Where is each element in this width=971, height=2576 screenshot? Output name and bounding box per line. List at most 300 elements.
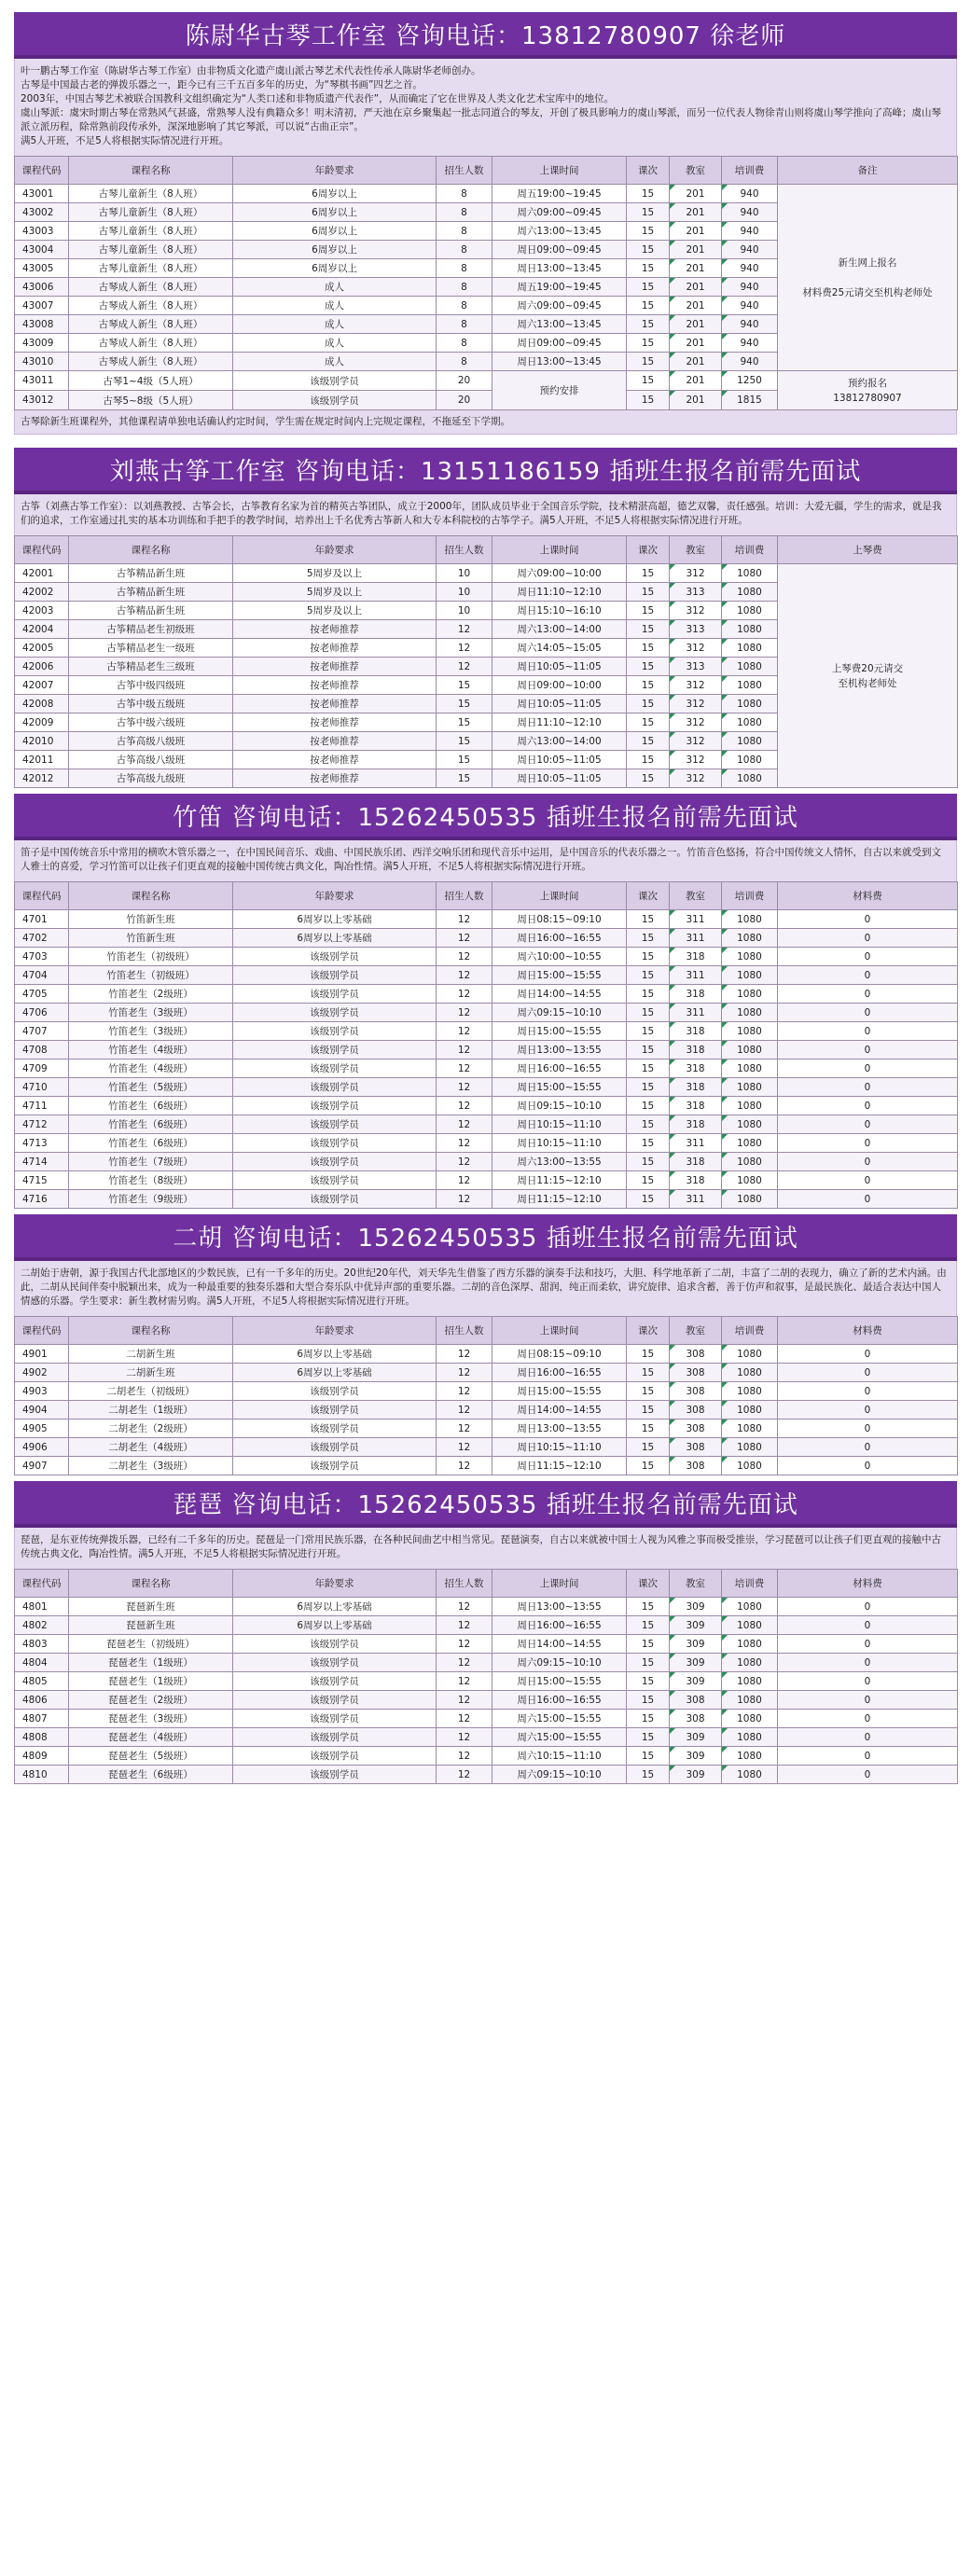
- tuition-fee: 1080: [722, 602, 778, 620]
- column-header: 课次: [627, 1570, 670, 1598]
- course-code: 4809: [15, 1747, 69, 1766]
- tuition-fee: 1080: [722, 658, 778, 676]
- tuition-fee: 1080: [722, 751, 778, 769]
- course-code: 42007: [15, 676, 69, 695]
- sessions: 15: [627, 1153, 670, 1171]
- course-code: 4805: [15, 1672, 69, 1691]
- class-time: 周日13:00~13:55: [492, 1598, 627, 1616]
- course-code: 43005: [15, 259, 69, 278]
- course-name: 古筝精品新生班: [69, 583, 233, 602]
- course-code: 43001: [15, 185, 69, 203]
- intro-line: 叶一鹏古琴工作室（陈尉华古琴工作室）由非物质文化遗产虞山派古琴艺术代表性传承人陈尉华老师创办。: [21, 65, 481, 76]
- table-row: [15, 910, 958, 929]
- classroom: 201: [670, 259, 722, 278]
- course-code: 42010: [15, 732, 69, 751]
- column-header: 上琴费: [778, 536, 958, 564]
- age-requirement: 成人: [233, 297, 437, 315]
- column-header: 年龄要求: [233, 1317, 437, 1345]
- age-requirement: 6周岁以上零基础: [233, 1345, 437, 1364]
- table-row: [15, 1115, 958, 1134]
- course-code: 43007: [15, 297, 69, 315]
- sessions: 15: [627, 391, 670, 410]
- enrollment: 12: [437, 1097, 492, 1115]
- classroom: 308: [670, 1710, 722, 1728]
- tuition-fee: 1080: [722, 1022, 778, 1041]
- course-code: 43006: [15, 278, 69, 297]
- tuition-fee: 1080: [722, 1004, 778, 1022]
- classroom: 309: [670, 1598, 722, 1616]
- class-time: 周日13:00~13:45: [492, 353, 627, 371]
- section-pipa: [14, 1481, 957, 1784]
- table-row: [15, 1004, 958, 1022]
- sessions: 15: [627, 1616, 670, 1635]
- age-requirement: 该级别学员: [233, 1766, 437, 1784]
- intro-line: 笛子是中国传统音乐中常用的横吹木管乐器之一，在中国民间音乐、戏曲、中国民族乐团、西洋交响乐团和现代音乐中运用，是中国音乐的代表乐器之一。竹笛音色悠扬，符合中国传统文人情怀，自古以来就受到文人雅士的喜爱，学习竹笛可以让孩子们更直观的接触中国传统古典文化，陶冶性情。满5人开班，不足5人将根据实际情况进行开班。: [21, 847, 941, 872]
- sessions: 15: [627, 1190, 670, 1209]
- course-name: 竹笛老生（5级班）: [69, 1078, 233, 1097]
- course-name: 竹笛老生（2级班）: [69, 985, 233, 1004]
- course-name: 古筝精品老生一级班: [69, 639, 233, 658]
- enrollment: 12: [437, 1004, 492, 1022]
- extra-fee: 0: [778, 948, 958, 966]
- course-name: 琵琶老生（5级班）: [69, 1747, 233, 1766]
- classroom: 318: [670, 948, 722, 966]
- classroom: 309: [670, 1728, 722, 1747]
- course-code: 4907: [15, 1457, 69, 1475]
- column-header: 年龄要求: [233, 882, 437, 910]
- table-row: [15, 1153, 958, 1171]
- enrollment: 15: [437, 732, 492, 751]
- column-header: 课次: [627, 536, 670, 564]
- column-header: 教室: [670, 157, 722, 185]
- course-code: 4716: [15, 1190, 69, 1209]
- extra-fee: 0: [778, 1747, 958, 1766]
- column-header: 课程名称: [69, 157, 233, 185]
- extra-fee: 0: [778, 1078, 958, 1097]
- course-table: [14, 1316, 958, 1475]
- tuition-fee: 1080: [722, 1420, 778, 1438]
- enrollment: 15: [437, 769, 492, 788]
- table-row: [15, 1041, 958, 1059]
- class-time: 周六15:00~15:55: [492, 1710, 627, 1728]
- course-name: 琵琶新生班: [69, 1598, 233, 1616]
- course-code: 4703: [15, 948, 69, 966]
- class-time: 周日15:00~15:55: [492, 966, 627, 985]
- column-header: 教室: [670, 536, 722, 564]
- class-time: 周六13:00~13:45: [492, 315, 627, 334]
- course-code: 4701: [15, 910, 69, 929]
- enrollment: 12: [437, 1438, 492, 1457]
- section-guqin: [14, 12, 957, 435]
- intro-line: 古筝（刘燕古筝工作室）：以刘燕教授、古筝会长，古筝教育名家为首的精英古筝团队，成立于2000年，团队成员毕业于全国音乐学院，技术精湛高超，德艺双馨，责任感强。培训：大爱无疆，学生的需求，就是我们的追求，工作室通过扎实的基本功训练和手把手的教学时间，培养出上千名优秀古筝新人和大专本科院校的古筝学子。满5人开班，不足5人将根据实际情况进行开班。: [21, 501, 942, 526]
- tuition-fee: 1080: [722, 1364, 778, 1382]
- tuition-fee: 1080: [722, 929, 778, 948]
- course-name: 古琴成人新生（8人班）: [69, 278, 233, 297]
- enrollment: 12: [437, 1598, 492, 1616]
- sessions: 15: [627, 1097, 670, 1115]
- table-row: [15, 1171, 958, 1190]
- enrollment: 20: [437, 391, 492, 410]
- class-time: 周日08:15~09:10: [492, 910, 627, 929]
- tuition-fee: 1080: [722, 1059, 778, 1078]
- sessions: 15: [627, 259, 670, 278]
- age-requirement: 该级别学员: [233, 1153, 437, 1171]
- sessions: 15: [627, 1022, 670, 1041]
- course-name: 竹笛新生班: [69, 910, 233, 929]
- extra-fee: 0: [778, 1115, 958, 1134]
- extra-fee: 0: [778, 929, 958, 948]
- class-time: 周日15:10~16:10: [492, 602, 627, 620]
- course-name: 古筝高级九级班: [69, 769, 233, 788]
- sessions: 15: [627, 1115, 670, 1134]
- course-code: 4709: [15, 1059, 69, 1078]
- table-row: [15, 1364, 958, 1382]
- sessions: 15: [627, 966, 670, 985]
- classroom: 311: [670, 1134, 722, 1153]
- enrollment: 12: [437, 1616, 492, 1635]
- enrollment: 12: [437, 639, 492, 658]
- enrollment: 8: [437, 334, 492, 353]
- course-name: 古筝高级八级班: [69, 732, 233, 751]
- enrollment: 12: [437, 948, 492, 966]
- sessions: 15: [627, 929, 670, 948]
- enrollment: 12: [437, 1766, 492, 1784]
- course-code: 4702: [15, 929, 69, 948]
- extra-fee: 0: [778, 1022, 958, 1041]
- age-requirement: 6周岁以上: [233, 241, 437, 259]
- sessions: 15: [627, 910, 670, 929]
- age-requirement: 成人: [233, 278, 437, 297]
- enrollment: 10: [437, 583, 492, 602]
- tuition-fee: 940: [722, 353, 778, 371]
- course-name: 竹笛老生（初级班）: [69, 948, 233, 966]
- enrollment: 12: [437, 1134, 492, 1153]
- sessions: 15: [627, 1654, 670, 1672]
- course-table: [14, 535, 958, 788]
- column-header: 年龄要求: [233, 1570, 437, 1598]
- class-time: 周日09:00~09:45: [492, 334, 627, 353]
- tuition-fee: 940: [722, 241, 778, 259]
- class-time: 周日13:00~13:55: [492, 1420, 627, 1438]
- classroom: 308: [670, 1345, 722, 1364]
- extra-fee: 0: [778, 1364, 958, 1382]
- course-name: 竹笛老生（9级班）: [69, 1190, 233, 1209]
- classroom: 309: [670, 1766, 722, 1784]
- banner-title: 竹笛 咨询电话：15262450535 插班生报名前需先面试: [173, 803, 798, 832]
- enrollment: 15: [437, 751, 492, 769]
- course-name: 竹笛老生（3级班）: [69, 1022, 233, 1041]
- course-name: 竹笛老生（3级班）: [69, 1004, 233, 1022]
- tuition-fee: 1080: [722, 583, 778, 602]
- column-header: 上课时间: [492, 1570, 627, 1598]
- sessions: 15: [627, 185, 670, 203]
- enrollment: 8: [437, 241, 492, 259]
- enrollment: 15: [437, 695, 492, 713]
- course-name: 古琴5~8级（5人班）: [69, 391, 233, 410]
- sessions: 15: [627, 1728, 670, 1747]
- table-row: [15, 1345, 958, 1364]
- sessions: 15: [627, 639, 670, 658]
- course-name: 琵琶老生（1级班）: [69, 1672, 233, 1691]
- enrollment: 8: [437, 185, 492, 203]
- age-requirement: 该级别学员: [233, 1134, 437, 1153]
- course-name: 古筝精品老生三级班: [69, 658, 233, 676]
- course-code: 43008: [15, 315, 69, 334]
- enrollment: 8: [437, 278, 492, 297]
- classroom: 312: [670, 564, 722, 583]
- age-requirement: 该级别学员: [233, 948, 437, 966]
- enrollment: 12: [437, 620, 492, 639]
- course-name: 古琴儿童新生（8人班）: [69, 185, 233, 203]
- sessions: 15: [627, 1672, 670, 1691]
- tuition-fee: 1080: [722, 1190, 778, 1209]
- course-name: 古琴儿童新生（8人班）: [69, 241, 233, 259]
- course-code: 4707: [15, 1022, 69, 1041]
- class-time: 周六10:00~10:55: [492, 948, 627, 966]
- age-requirement: 该级别学员: [233, 1710, 437, 1728]
- course-code: 43010: [15, 353, 69, 371]
- column-header: 上课时间: [492, 157, 627, 185]
- class-time: 周日11:10~12:10: [492, 583, 627, 602]
- tuition-fee: 1080: [722, 985, 778, 1004]
- course-name: 二胡老生（2级班）: [69, 1420, 233, 1438]
- table-row: [15, 371, 958, 391]
- sessions: 15: [627, 1364, 670, 1382]
- age-requirement: 6周岁以上零基础: [233, 1616, 437, 1635]
- class-time: 周六09:00~09:45: [492, 203, 627, 222]
- class-time: 周日11:15~12:10: [492, 1190, 627, 1209]
- sessions: 15: [627, 315, 670, 334]
- class-time: 周日15:00~15:55: [492, 1078, 627, 1097]
- extra-fee: 0: [778, 1041, 958, 1059]
- course-name: 竹笛老生（4级班）: [69, 1041, 233, 1059]
- enrollment: 12: [437, 1654, 492, 1672]
- table-header-row: [15, 1317, 958, 1345]
- column-header: 年龄要求: [233, 157, 437, 185]
- enrollment: 12: [437, 1022, 492, 1041]
- tuition-fee: 1080: [722, 1078, 778, 1097]
- remark-note: 上琴费20元请交 至机构老师处: [778, 564, 958, 788]
- extra-fee: 0: [778, 1345, 958, 1364]
- class-time: 周六13:00~13:55: [492, 1153, 627, 1171]
- enrollment: 12: [437, 1420, 492, 1438]
- age-requirement: 5周岁及以上: [233, 602, 437, 620]
- course-name: 琵琶新生班: [69, 1616, 233, 1635]
- class-time: 周六14:05~15:05: [492, 639, 627, 658]
- enrollment: 10: [437, 602, 492, 620]
- enrollment: 20: [437, 371, 492, 391]
- classroom: 309: [670, 1672, 722, 1691]
- column-header: 课次: [627, 882, 670, 910]
- enrollment: 12: [437, 1401, 492, 1420]
- column-header: 招生人数: [437, 157, 492, 185]
- enrollment: 8: [437, 259, 492, 278]
- age-requirement: 5周岁及以上: [233, 583, 437, 602]
- class-time: 周日16:00~16:55: [492, 929, 627, 948]
- sessions: 15: [627, 1345, 670, 1364]
- section-intro: [14, 1261, 957, 1316]
- age-requirement: 该级别学员: [233, 1041, 437, 1059]
- column-header: 课程名称: [69, 536, 233, 564]
- extra-fee: 0: [778, 1171, 958, 1190]
- age-requirement: 成人: [233, 353, 437, 371]
- course-name: 二胡新生班: [69, 1364, 233, 1382]
- course-name: 古筝中级五级班: [69, 695, 233, 713]
- sessions: 15: [627, 297, 670, 315]
- course-name: 二胡新生班: [69, 1345, 233, 1364]
- enrollment: 8: [437, 353, 492, 371]
- course-code: 4713: [15, 1134, 69, 1153]
- tuition-fee: 1080: [722, 1766, 778, 1784]
- intro-line: 满5人开班，不足5人将根据实际情况进行开班。: [21, 135, 229, 146]
- tuition-fee: 1080: [722, 769, 778, 788]
- sessions: 15: [627, 1041, 670, 1059]
- sessions: 15: [627, 985, 670, 1004]
- class-time: 周日09:00~09:45: [492, 241, 627, 259]
- class-time: 周日13:00~13:55: [492, 1041, 627, 1059]
- course-table: [14, 156, 958, 410]
- course-name: 琵琶老生（初级班）: [69, 1635, 233, 1654]
- column-header: 招生人数: [437, 882, 492, 910]
- age-requirement: 该级别学员: [233, 1382, 437, 1401]
- column-header: 课次: [627, 157, 670, 185]
- column-header: 教室: [670, 1317, 722, 1345]
- column-header: 教室: [670, 1570, 722, 1598]
- course-name: 琵琶老生（1级班）: [69, 1654, 233, 1672]
- extra-fee: 0: [778, 1672, 958, 1691]
- class-time: 周五19:00~19:45: [492, 278, 627, 297]
- course-code: 4906: [15, 1438, 69, 1457]
- table-header-row: [15, 882, 958, 910]
- age-requirement: 该级别学员: [233, 1747, 437, 1766]
- extra-fee: 0: [778, 1059, 958, 1078]
- enrollment: 8: [437, 297, 492, 315]
- table-row: [15, 1134, 958, 1153]
- sessions: 15: [627, 1457, 670, 1475]
- extra-fee: 0: [778, 1382, 958, 1401]
- intro-line: 虞山琴派：虞宋时期古琴在常熟风气甚盛，常熟琴人没有典籍众多！明末清初，严天池在京乡聚集起一批志同道合的琴友，开创了极具影响力的虞山琴派，而另一位代表人物徐青山则将虞山琴学推向了高峰；虞山琴派立派历程，除常熟前段传承外，深深地影响了其它琴派，可以说“古曲正宗”。: [21, 107, 941, 132]
- banner-title: 陈尉华古琴工作室 咨询电话：13812780907 徐老师: [185, 21, 786, 50]
- table-row: [15, 185, 958, 203]
- classroom: 201: [670, 334, 722, 353]
- sessions: 15: [627, 1766, 670, 1784]
- tuition-fee: 1080: [722, 948, 778, 966]
- table-row: [15, 1710, 958, 1728]
- sessions: 15: [627, 769, 670, 788]
- tuition-fee: 1080: [722, 1747, 778, 1766]
- course-name: 琵琶老生（2级班）: [69, 1691, 233, 1710]
- column-header: 材料费: [778, 1570, 958, 1598]
- class-time: 周日10:05~11:05: [492, 751, 627, 769]
- enrollment: 15: [437, 676, 492, 695]
- age-requirement: 5周岁及以上: [233, 564, 437, 583]
- section-banner: [14, 794, 957, 840]
- age-requirement: 该级别学员: [233, 1097, 437, 1115]
- column-header: 备注: [778, 157, 958, 185]
- banner-title: 二胡 咨询电话：15262450535 插班生报名前需先面试: [173, 1224, 798, 1253]
- course-code: 4807: [15, 1710, 69, 1728]
- tuition-fee: 1080: [722, 1691, 778, 1710]
- sessions: 15: [627, 1171, 670, 1190]
- tuition-fee: 1080: [722, 639, 778, 658]
- section-footnote: 古琴除新生班课程外，其他课程请单独电话确认约定时间，学生需在规定时间内上完规定课程，不拖延至下学期。: [14, 410, 957, 435]
- classroom: 312: [670, 602, 722, 620]
- sessions: 15: [627, 1420, 670, 1438]
- course-code: 42005: [15, 639, 69, 658]
- enrollment: 12: [437, 1710, 492, 1728]
- classroom: 201: [670, 222, 722, 241]
- table-row: [15, 1059, 958, 1078]
- course-name: 竹笛老生（6级班）: [69, 1115, 233, 1134]
- enrollment: 12: [437, 985, 492, 1004]
- age-requirement: 该级别学员: [233, 1672, 437, 1691]
- tuition-fee: 940: [722, 315, 778, 334]
- classroom: 318: [670, 1115, 722, 1134]
- age-requirement: 6周岁以上零基础: [233, 929, 437, 948]
- course-name: 二胡老生（初级班）: [69, 1382, 233, 1401]
- tuition-fee: 1080: [722, 1115, 778, 1134]
- course-code: 42009: [15, 713, 69, 732]
- age-requirement: 6周岁以上零基础: [233, 1364, 437, 1382]
- sessions: 15: [627, 658, 670, 676]
- class-time: 周日14:00~14:55: [492, 1401, 627, 1420]
- class-time: 周六15:00~15:55: [492, 1728, 627, 1747]
- classroom: 312: [670, 639, 722, 658]
- course-name: 古筝精品新生班: [69, 602, 233, 620]
- tuition-fee: 940: [722, 203, 778, 222]
- column-header: 上课时间: [492, 882, 627, 910]
- tuition-fee: 1080: [722, 1728, 778, 1747]
- sessions: 15: [627, 583, 670, 602]
- classroom: 201: [670, 185, 722, 203]
- classroom: 308: [670, 1364, 722, 1382]
- table-row: [15, 1078, 958, 1097]
- course-code: 4903: [15, 1382, 69, 1401]
- age-requirement: 该级别学员: [233, 1115, 437, 1134]
- tuition-fee: 1080: [722, 1616, 778, 1635]
- tuition-fee: 1080: [722, 1438, 778, 1457]
- class-time: 周日10:05~11:05: [492, 769, 627, 788]
- sessions: 15: [627, 241, 670, 259]
- enrollment: 12: [437, 1078, 492, 1097]
- enrollment: 12: [437, 1457, 492, 1475]
- tuition-fee: 1080: [722, 966, 778, 985]
- class-time: 周日16:00~16:55: [492, 1616, 627, 1635]
- class-time: 周日09:15~10:10: [492, 1097, 627, 1115]
- extra-fee: 0: [778, 1457, 958, 1475]
- column-header: 课程代码: [15, 157, 69, 185]
- enrollment: 12: [437, 1190, 492, 1209]
- age-requirement: 该级别学员: [233, 1004, 437, 1022]
- column-header: 课程代码: [15, 882, 69, 910]
- extra-fee: 0: [778, 1728, 958, 1747]
- sessions: 15: [627, 713, 670, 732]
- intro-line: 琵琶，是东亚传统弹拨乐器，已经有二千多年的历史。琵琶是一门常用民族乐器，在各种民间曲艺中相当常见。琵琶演奏，自古以来就被中国士人视为风雅之事而极受推崇，学习琵琶可以让孩子们更直观的接触中古传统古典文化，陶冶性情。满5人开班，不足5人将根据实际情况进行开班。: [21, 1534, 941, 1559]
- table-row: [15, 1022, 958, 1041]
- column-header: 材料费: [778, 882, 958, 910]
- course-code: 4802: [15, 1616, 69, 1635]
- tuition-fee: 1080: [722, 620, 778, 639]
- course-name: 古琴成人新生（8人班）: [69, 315, 233, 334]
- course-code: 4715: [15, 1171, 69, 1190]
- age-requirement: 该级别学员: [233, 1190, 437, 1209]
- sessions: 15: [627, 371, 670, 391]
- classroom: 308: [670, 1457, 722, 1475]
- age-requirement: 6周岁以上: [233, 203, 437, 222]
- remark-note: 新生网上报名 材料费25元请交至机构老师处: [778, 185, 958, 371]
- classroom: 308: [670, 1691, 722, 1710]
- course-name: 古琴1~4级（5人班）: [69, 371, 233, 391]
